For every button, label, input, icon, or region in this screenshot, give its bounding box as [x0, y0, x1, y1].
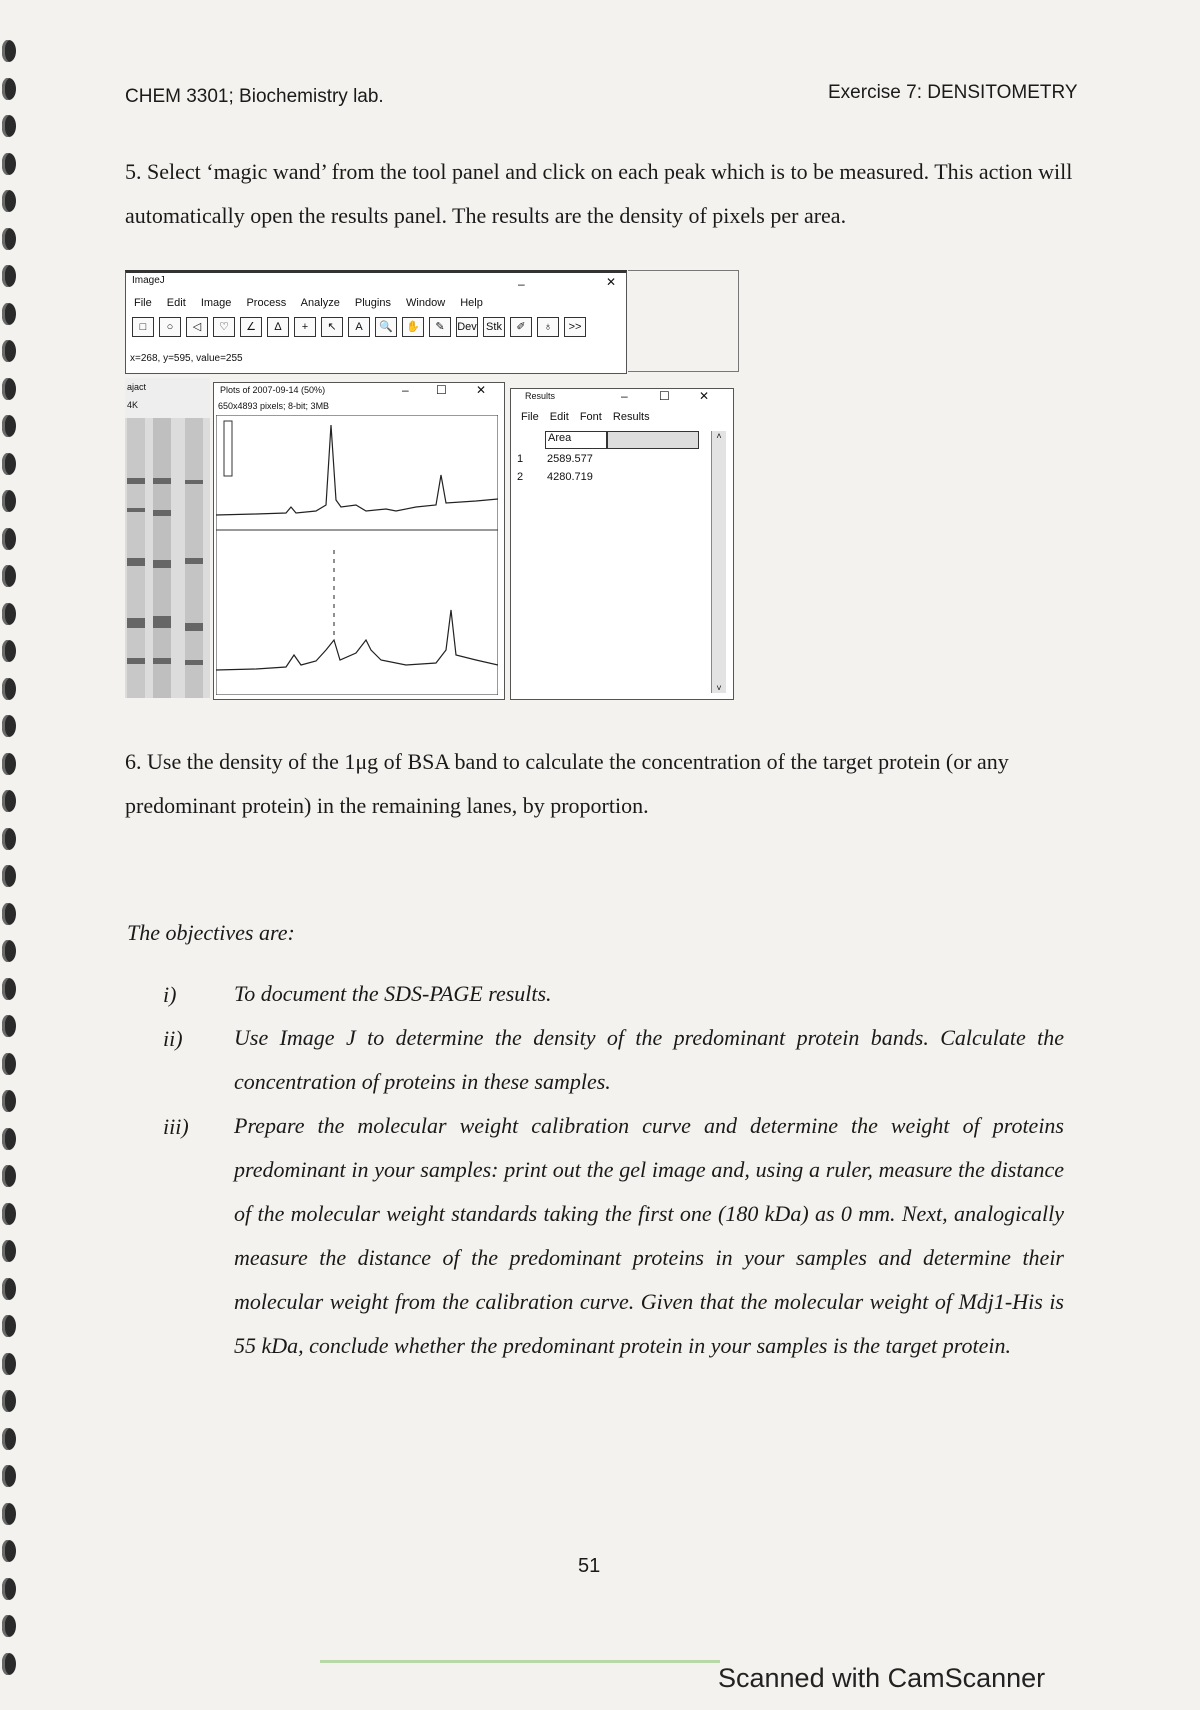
results-row-index: 2: [517, 471, 524, 483]
binding-ring: [2, 453, 16, 475]
binding-ring: [2, 1390, 16, 1412]
status-readout: x=268, y=595, value=255: [130, 353, 243, 364]
menu-file[interactable]: File: [134, 297, 152, 309]
close-icon[interactable]: ✕: [606, 275, 617, 289]
gel-image-window: [125, 378, 210, 698]
plots-title: Plots of 2007-09-14 (50%): [220, 385, 326, 395]
course-header: CHEM 3301; Biochemistry lab.: [125, 86, 384, 107]
binding-ring: [2, 1353, 16, 1375]
tool-button[interactable]: +: [294, 317, 316, 337]
scroll-up-icon[interactable]: ˄: [716, 431, 722, 441]
maximize-icon[interactable]: ☐: [659, 389, 670, 403]
menu-help[interactable]: Help: [460, 297, 483, 309]
binding-ring: [2, 190, 16, 212]
gel-lanes-image: [125, 418, 210, 698]
binding-ring: [2, 565, 16, 587]
results-menu-file[interactable]: File: [521, 411, 539, 423]
lane-profile-plots: [216, 415, 498, 695]
binding-ring: [2, 40, 16, 62]
objective-text: Prepare the molecular weight calibration curve and determine the weight of proteins predominant in your samples: print out the gel image and, using a ruler, measure the distance of the molecular weight standards taking the first one (180 kDa) as 0 mm. Next, analogically measure the distance of the predominant proteins in your samples and determine their molecular weight from the calibration curve. Given that the molecular weight of Mdj1-His is 55 kDa, conclude whether the predominant protein in your samples is the target protein.: [234, 1113, 1064, 1358]
tool-button[interactable]: ✋: [402, 317, 424, 337]
objective-number: iii): [163, 1114, 189, 1139]
binding-ring: [2, 865, 16, 887]
minimize-icon[interactable]: –: [518, 277, 525, 291]
scanner-watermark: Scanned with CamScanner: [718, 1663, 1046, 1693]
menu-analyze[interactable]: Analyze: [300, 297, 340, 309]
binding-ring: [2, 415, 16, 437]
results-row-area: 4280.719: [547, 471, 593, 483]
plots-info: 650x4893 pixels; 8-bit; 3MB: [218, 401, 330, 411]
plots-window: [213, 382, 505, 700]
imagej-title: ImageJ: [132, 275, 165, 286]
results-scrollbar[interactable]: [711, 431, 726, 693]
binding-ring: [2, 940, 16, 962]
objective-number: ii): [163, 1026, 183, 1051]
binding-ring: [2, 790, 16, 812]
menu-window[interactable]: Window: [406, 297, 446, 309]
tool-button[interactable]: A: [348, 317, 370, 337]
binding-ring: [2, 715, 16, 737]
tool-button[interactable]: Stk: [483, 317, 505, 337]
binding-ring: [2, 603, 16, 625]
binding-ring: [2, 1165, 16, 1187]
close-icon[interactable]: ✕: [699, 389, 710, 403]
binding-ring: [2, 1540, 16, 1562]
menu-edit[interactable]: Edit: [166, 297, 186, 309]
binding-ring: [2, 303, 16, 325]
binding-ring: [2, 828, 16, 850]
step-5-paragraph: 5. Select ‘magic wand’ from the tool panel and click on each peak which is to be measured. This action will automatically open the results panel. The results are the density of pixels per area.: [125, 159, 1073, 228]
binding-ring: [2, 1090, 16, 1112]
imagej-main-window: [125, 270, 627, 374]
binding-ring: [2, 1203, 16, 1225]
binding-ring: [2, 1315, 16, 1337]
results-row-area: 2589.577: [547, 453, 593, 465]
objectives-heading: The objectives are:: [127, 920, 295, 945]
spiral-binding: [0, 0, 22, 1710]
results-menubar: [521, 411, 650, 423]
tool-button[interactable]: ✎: [429, 317, 451, 337]
menu-process[interactable]: Process: [246, 297, 287, 309]
results-menu-results[interactable]: Results: [612, 411, 650, 423]
binding-ring: [2, 753, 16, 775]
page-number: 51: [578, 1555, 601, 1577]
binding-ring: [2, 1428, 16, 1450]
minimize-icon[interactable]: –: [621, 389, 628, 403]
binding-ring: [2, 115, 16, 137]
results-row-index: 1: [517, 453, 524, 465]
binding-ring: [2, 1578, 16, 1600]
binding-ring: [2, 265, 16, 287]
binding-ring: [2, 1653, 16, 1675]
binding-ring: [2, 1465, 16, 1487]
exercise-header: Exercise 7: DENSITOMETRY: [828, 82, 1078, 103]
tool-button[interactable]: >>: [564, 317, 586, 337]
gel-window-title: ajact: [127, 382, 147, 392]
binding-ring: [2, 640, 16, 662]
tool-button[interactable]: ♡: [213, 317, 235, 337]
binding-ring: [2, 1053, 16, 1075]
scroll-down-icon[interactable]: ˅: [716, 683, 722, 693]
objective-text: Use Image J to determine the density of the predominant protein bands. Calculate the concentration of proteins in these samples.: [234, 1025, 1064, 1094]
tool-button[interactable]: ∠: [240, 317, 262, 337]
results-menu-font[interactable]: Font: [579, 411, 602, 423]
binding-ring: [2, 340, 16, 362]
maximize-icon[interactable]: ☐: [436, 383, 447, 397]
close-icon[interactable]: ✕: [476, 383, 487, 397]
objective-text: To document the SDS-PAGE results.: [234, 981, 552, 1006]
results-title: Results: [525, 391, 556, 401]
binding-ring: [2, 153, 16, 175]
binding-ring: [2, 228, 16, 250]
imagej-menubar: [134, 297, 495, 309]
tool-button[interactable]: ○: [159, 317, 181, 337]
imagej-screenshot: [125, 270, 745, 700]
step-6-paragraph: 6. Use the density of the 1μg of BSA band to calculate the concentration of the target protein (or any predominant protein) in the remaining lanes, by proportion.: [125, 749, 1009, 818]
binding-ring: [2, 1615, 16, 1637]
binding-ring: [2, 78, 16, 100]
binding-ring: [2, 528, 16, 550]
objective-number: i): [163, 982, 177, 1007]
binding-ring: [2, 903, 16, 925]
binding-ring: [2, 378, 16, 400]
tool-panel: [132, 317, 622, 339]
tool-button[interactable]: ↖: [321, 317, 343, 337]
area-column-header[interactable]: Area: [545, 431, 607, 449]
binding-ring: [2, 1503, 16, 1525]
binding-ring: [2, 1015, 16, 1037]
binding-ring: [2, 678, 16, 700]
minimize-icon[interactable]: –: [402, 383, 409, 397]
tool-button[interactable]: ◁: [186, 317, 208, 337]
menu-image[interactable]: Image: [200, 297, 232, 309]
empty-column-header: [607, 431, 699, 449]
binding-ring: [2, 1128, 16, 1150]
binding-ring: [2, 1278, 16, 1300]
results-window: [510, 388, 734, 700]
scan-edge-line: [320, 1660, 720, 1663]
tool-button[interactable]: □: [132, 317, 154, 337]
tool-button[interactable]: ♁: [537, 317, 559, 337]
gel-window-size: 4K: [127, 400, 139, 410]
menu-plugins[interactable]: Plugins: [354, 297, 391, 309]
tool-button[interactable]: Dev: [456, 317, 478, 337]
tool-button[interactable]: ✐: [510, 317, 532, 337]
background-window: [628, 270, 739, 372]
binding-ring: [2, 490, 16, 512]
tool-button[interactable]: 🔍: [375, 317, 397, 337]
binding-ring: [2, 978, 16, 1000]
results-menu-edit[interactable]: Edit: [549, 411, 569, 423]
binding-ring: [2, 1240, 16, 1262]
tool-button[interactable]: ∆: [267, 317, 289, 337]
